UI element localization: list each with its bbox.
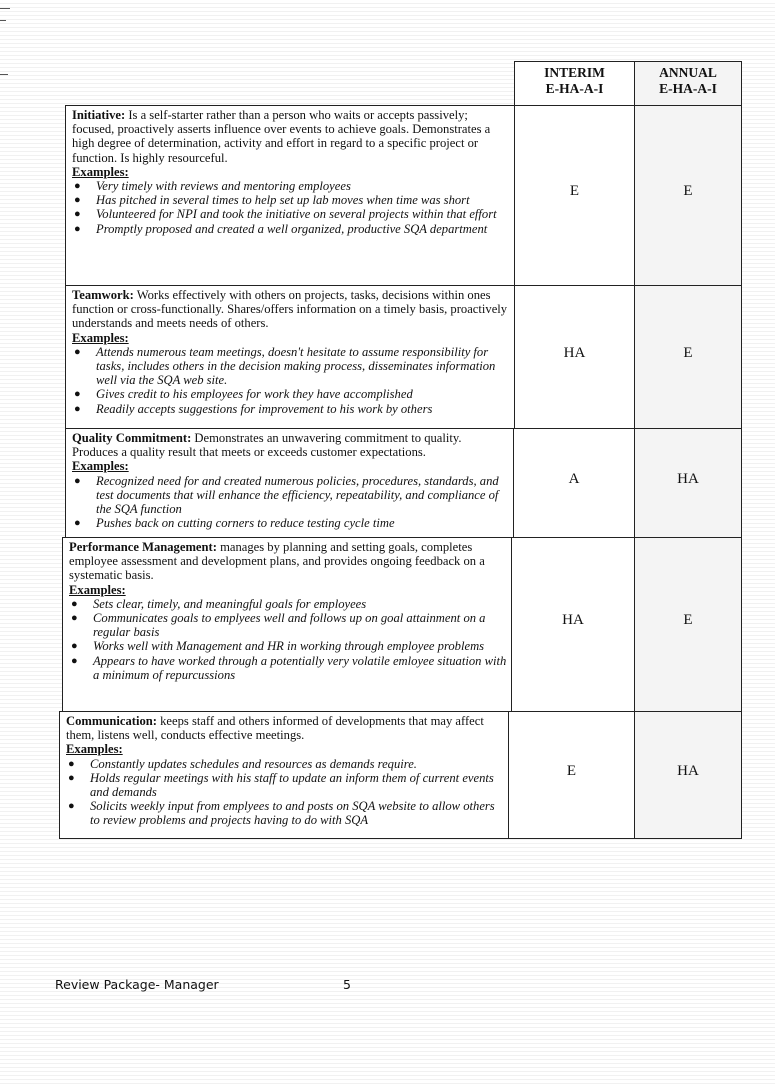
interim-rating: HA <box>514 285 635 429</box>
example-text: Constantly updates schedules and resources as demands require. <box>90 756 417 771</box>
bullet-icon: ● <box>74 517 81 530</box>
annual-header-line-1: ANNUAL <box>659 65 717 80</box>
bullet-icon: ● <box>71 654 78 667</box>
examples-list <box>72 474 509 531</box>
example-item <box>69 639 507 653</box>
example-item <box>66 757 504 771</box>
competency-description: Demonstrates an unwavering commitment to quality. Produces a quality result that meets or exceeds customer expectations. <box>72 431 462 460</box>
bullet-icon: ● <box>68 771 75 784</box>
example-item <box>72 222 510 236</box>
example-text: Appears to have worked through a potentially very volatile emloyee situation with a minimum of repurcussions <box>93 653 507 682</box>
bullet-icon: ● <box>68 757 75 770</box>
example-item <box>72 474 509 517</box>
competency-description: Is a self-starter rather than a person who waits or accepts passively; focused, proactively asserts influence over events to achieve goals. Demonstrates a high degree of determination, activity and effort in regard to a specific project or function. Is highly resourceful. <box>72 108 491 165</box>
example-text: Gives credit to his employees for work they have accomplished <box>96 387 413 402</box>
interim-rating: E <box>508 711 635 839</box>
bullet-icon: ● <box>71 612 78 625</box>
example-item <box>72 387 510 401</box>
example-item <box>72 345 510 388</box>
example-text: Communicates goals to emplyees well and follows up on goal attainment on a regular basis <box>93 611 486 640</box>
example-text: Volunteered for NPI and took the initiative on several projects within that effort <box>96 207 497 222</box>
bullet-icon: ● <box>74 222 81 235</box>
bullet-icon: ● <box>74 388 81 401</box>
footer-title: Review Package- Manager <box>55 977 219 992</box>
competency-cell <box>59 711 509 839</box>
annual-rating: HA <box>634 428 742 538</box>
bullet-icon: ● <box>74 474 81 487</box>
competency-heading: Initiative: <box>72 108 126 122</box>
example-item <box>72 207 510 221</box>
scan-artifact <box>0 74 8 75</box>
competency-description: manages by planning and setting goals, completes employee assessment and development plans, and provides ongoing feedback on a systematic basis. <box>69 540 485 583</box>
example-item <box>72 402 510 416</box>
annual-column-header <box>634 61 742 111</box>
annual-rating: E <box>634 537 742 712</box>
examples-label: Examples: <box>72 164 129 179</box>
examples-label: Examples: <box>72 459 129 474</box>
interim-rating: A <box>513 428 635 538</box>
examples-label: Examples: <box>69 582 126 597</box>
competency-heading: Teamwork: <box>72 288 134 302</box>
annual-rating: E <box>634 105 742 286</box>
page-number: 5 <box>343 977 351 992</box>
example-item <box>69 597 507 611</box>
interim-rating: HA <box>511 537 635 712</box>
competency-cell <box>62 537 512 712</box>
interim-rating: E <box>514 105 635 286</box>
example-item <box>72 516 509 530</box>
example-text: Holds regular meetings with his staff to update an inform them of current events and demands <box>90 770 494 800</box>
example-item <box>66 771 504 799</box>
bullet-icon: ● <box>74 208 81 221</box>
example-text: Readily accepts suggestions for improvement to his work by others <box>96 401 433 416</box>
interim-column-header <box>514 61 635 111</box>
competency-cell <box>65 105 515 286</box>
examples-list <box>66 757 504 828</box>
examples-list <box>69 597 507 682</box>
annual-rating: HA <box>634 711 742 839</box>
bullet-icon: ● <box>68 800 75 813</box>
example-item <box>69 611 507 639</box>
example-item <box>69 654 507 682</box>
competency-heading: Quality Commitment: <box>72 431 192 445</box>
examples-list <box>72 345 510 416</box>
example-text: Has pitched in several times to help set up lab moves when time was short <box>96 193 470 208</box>
example-text: Pushes back on cutting corners to reduce testing cycle time <box>96 516 395 531</box>
annual-rating: E <box>634 285 742 429</box>
interim-header-line-1: INTERIM <box>544 65 605 80</box>
bullet-icon: ● <box>74 194 81 207</box>
example-item <box>66 799 504 827</box>
example-item <box>72 179 510 193</box>
example-text: Sets clear, timely, and meaningful goals for employees <box>93 596 367 611</box>
examples-label: Examples: <box>66 742 123 757</box>
bullet-icon: ● <box>74 180 81 193</box>
annual-header-line-2: E-HA-A-I <box>659 81 717 96</box>
scan-artifact <box>0 20 6 21</box>
example-text: Solicits weekly input from emplyees to and posts on SQA website to allow others to review problems and projects having to do with SQA <box>90 799 495 828</box>
bullet-icon: ● <box>71 640 78 653</box>
scan-artifact <box>0 8 10 9</box>
example-text: Promptly proposed and created a well organized, productive SQA department <box>96 221 488 236</box>
bullet-icon: ● <box>74 402 81 415</box>
bullet-icon: ● <box>74 345 81 358</box>
example-text: Very timely with reviews and mentoring employees <box>96 179 351 194</box>
example-text: Works well with Management and HR in working through employee problems <box>93 639 485 654</box>
competency-cell <box>65 428 514 538</box>
example-text: Recognized need for and created numerous policies, procedures, standards, and test documents that will enhance the efficiency, repeatability, and compliance of the SQA function <box>96 473 499 517</box>
examples-list <box>72 179 510 236</box>
examples-label: Examples: <box>72 330 129 345</box>
competency-heading: Communication: <box>66 714 157 728</box>
example-text: Attends numerous team meetings, doesn't hesitate to assume responsibility for tasks, includes others in the decision making process, disseminates information well via the SQA web site. <box>96 344 496 388</box>
competency-cell <box>65 285 515 429</box>
competency-description: Works effectively with others on projects, tasks, decisions within ones function or cross-functionally. Shares/offers information on a timely basis, proactively understands and meets needs of others. <box>72 288 508 331</box>
interim-header-line-2: E-HA-A-I <box>545 81 604 96</box>
competency-heading: Performance Management: <box>69 540 217 554</box>
bullet-icon: ● <box>71 597 78 610</box>
example-item <box>72 193 510 207</box>
competency-description: keeps staff and others informed of developments that may affect them, listens well, conducts effective meetings. <box>66 714 484 743</box>
